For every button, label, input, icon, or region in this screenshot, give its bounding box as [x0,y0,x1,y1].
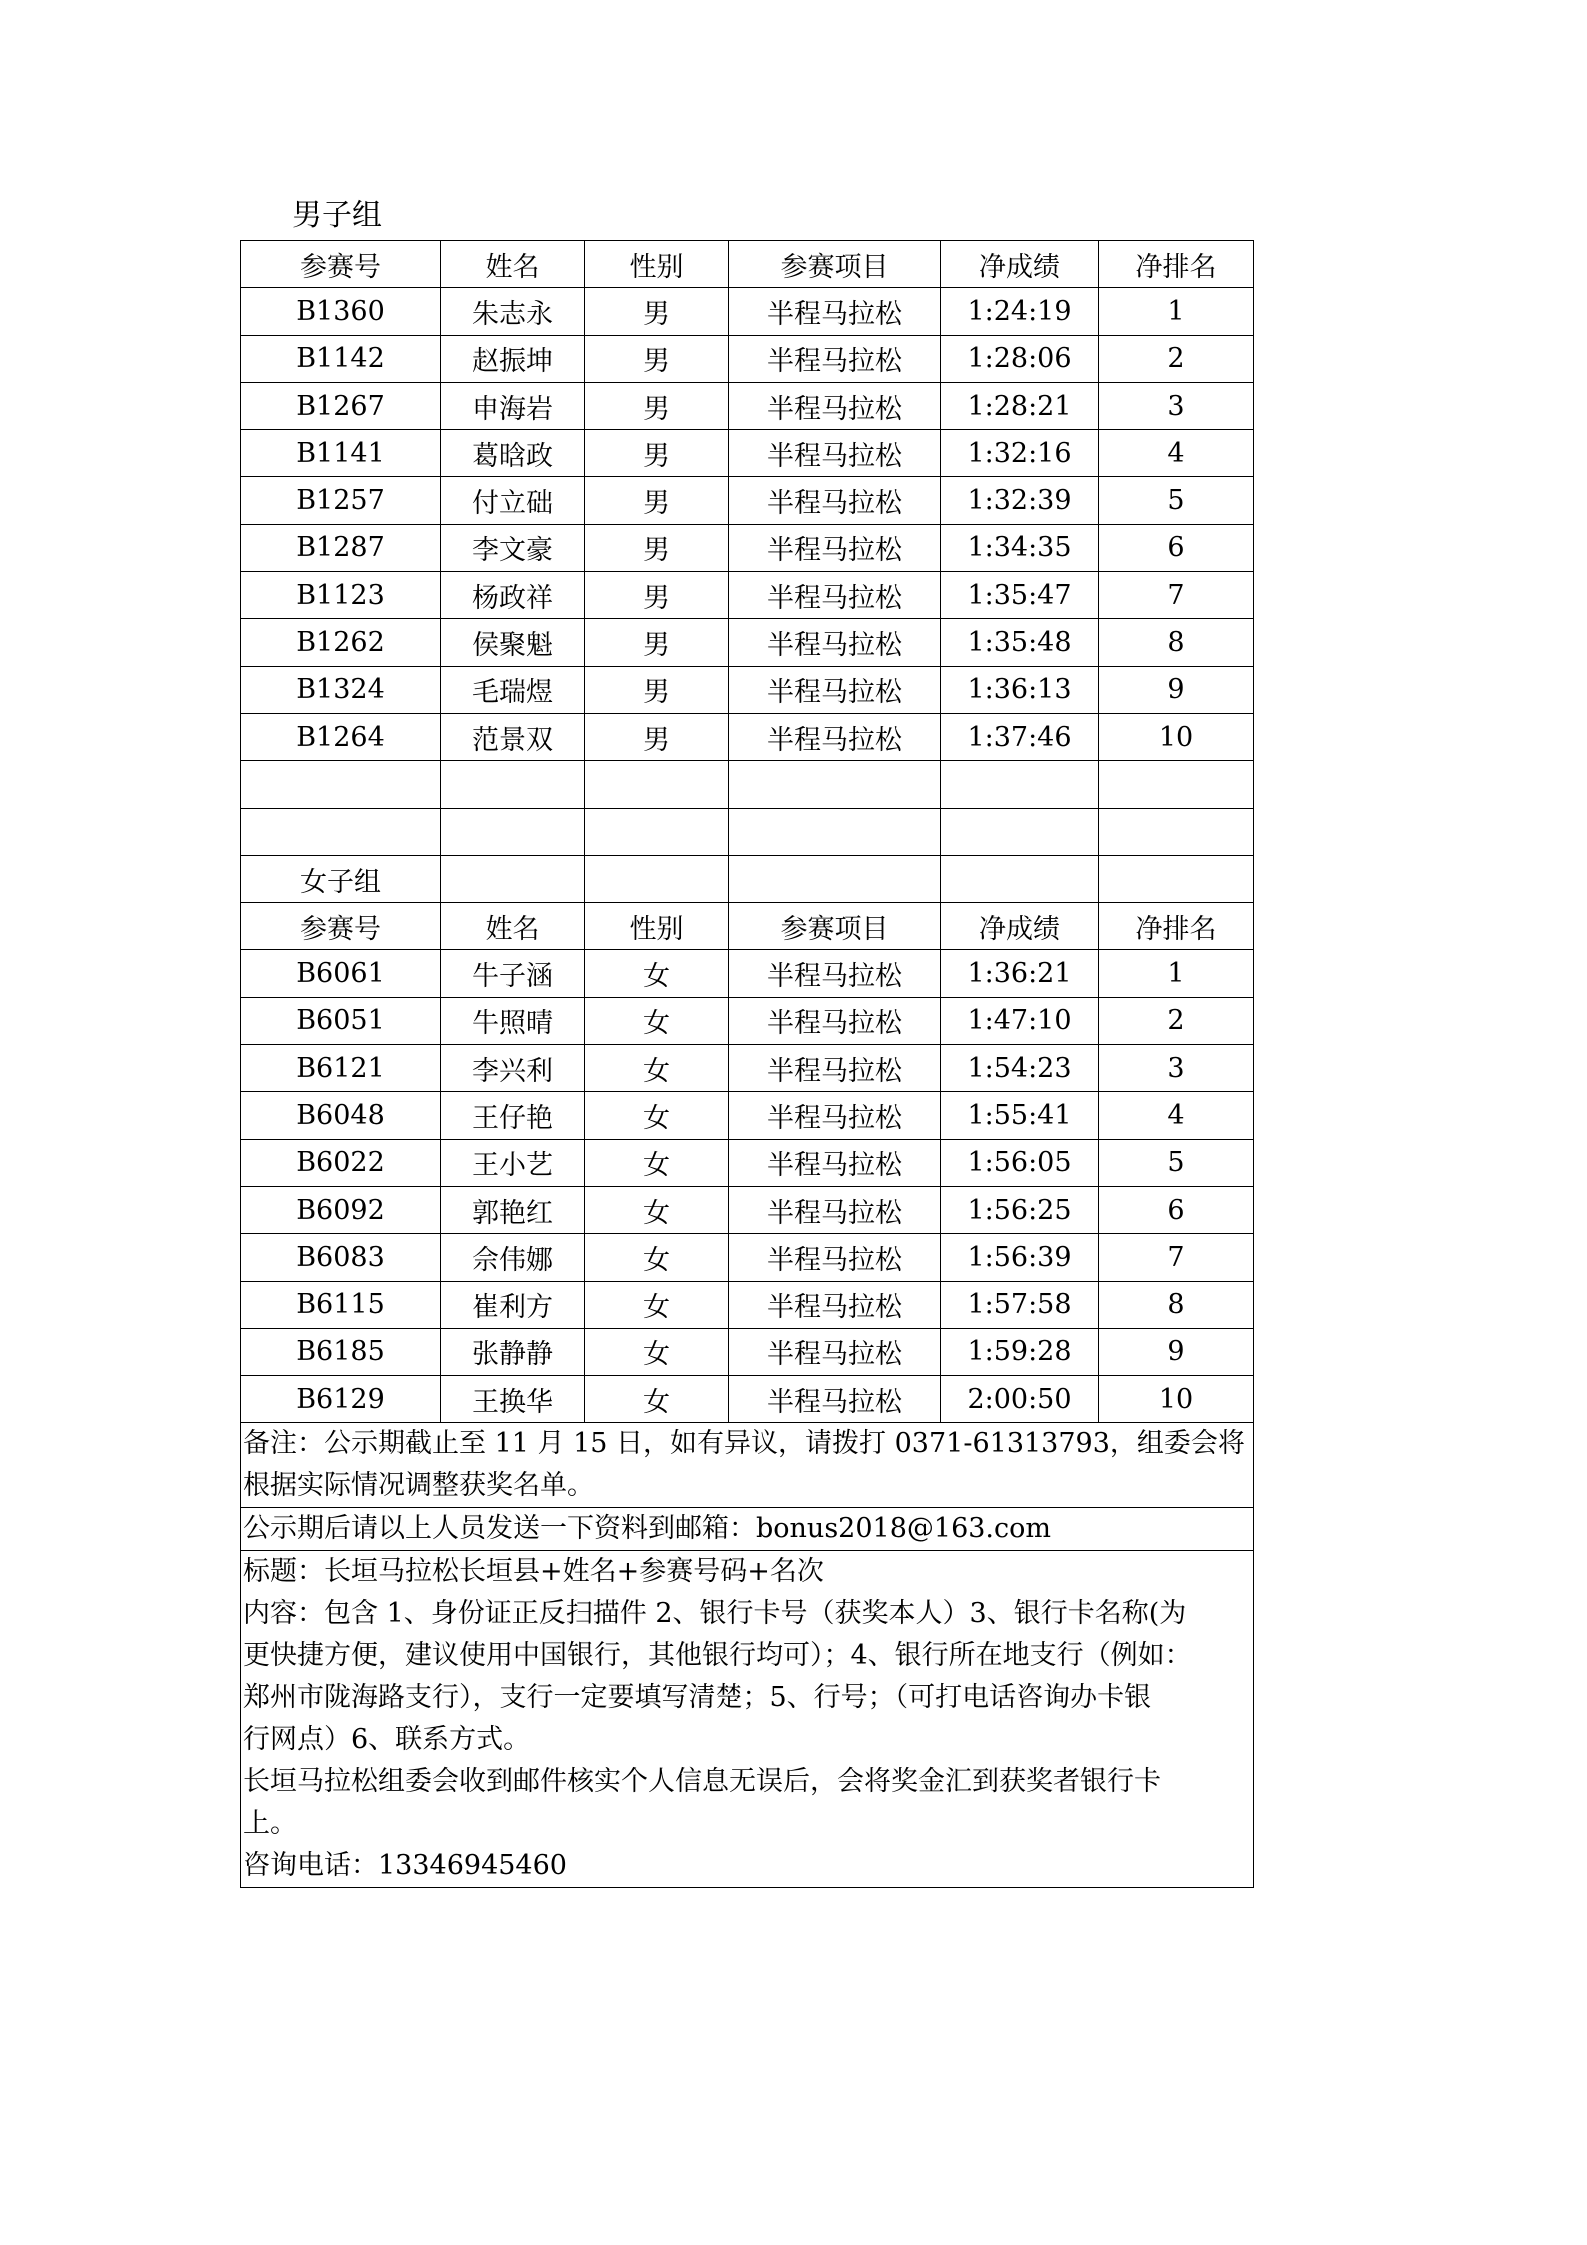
header-net-time: 净成绩 [941,903,1099,950]
net-rank-cell: 5 [1099,1139,1254,1186]
bib-number-cell: B6129 [241,1376,441,1423]
event-cell: 半程马拉松 [729,1328,941,1375]
empty-cell [441,761,585,808]
name-cell: 侯聚魁 [441,619,585,666]
gender-cell: 女 [585,1186,729,1233]
header-name: 姓名 [441,241,585,288]
net-time-cell: 1:56:39 [941,1234,1099,1281]
empty-cell [585,761,729,808]
net-time-cell: 1:36:21 [941,950,1099,997]
name-cell: 赵振坤 [441,335,585,382]
net-time-cell: 1:57:58 [941,1281,1099,1328]
name-cell: 张静静 [441,1328,585,1375]
net-rank-cell: 7 [1099,1234,1254,1281]
event-cell: 半程马拉松 [729,1092,941,1139]
table-row [241,997,1254,1044]
bib-number-cell: B1141 [241,430,441,477]
instruction-note [241,1551,1254,1888]
net-time-cell: 1:24:19 [941,288,1099,335]
net-rank-cell: 9 [1099,666,1254,713]
men-header-row [241,241,1254,288]
women-header-row [241,903,1254,950]
remark-note-line: 根据实际情况调整获奖名单。 [243,1470,594,1502]
gender-cell: 女 [585,1139,729,1186]
net-rank-cell: 5 [1099,477,1254,524]
bib-number-cell: B6185 [241,1328,441,1375]
event-cell: 半程马拉松 [729,1139,941,1186]
bib-number-cell: B6022 [241,1139,441,1186]
bib-number-cell: B6061 [241,950,441,997]
net-time-cell: 1:47:10 [941,997,1099,1044]
header-gender: 性别 [585,903,729,950]
header-bib-number: 参赛号 [241,903,441,950]
name-cell: 郭艳红 [441,1186,585,1233]
table-row [241,1376,1254,1423]
instruction-note-line: 长垣马拉松组委会收到邮件核实个人信息无误后，会将奖金汇到获奖者银行卡 [243,1766,1161,1798]
bib-number-cell: B1142 [241,335,441,382]
empty-cell [1099,855,1254,902]
bib-number-cell: B1123 [241,572,441,619]
gender-cell: 女 [585,1045,729,1092]
net-rank-cell: 6 [1099,524,1254,571]
instruction-note-line: 行网点）6、联系方式。 [243,1724,531,1756]
gender-cell: 女 [585,1234,729,1281]
name-cell: 毛瑞煜 [441,666,585,713]
email-note-line: 公示期后请以上人员发送一下资料到邮箱：bonus2018@163.com [243,1513,1051,1545]
event-cell: 半程马拉松 [729,335,941,382]
empty-cell [1099,761,1254,808]
name-cell: 朱志永 [441,288,585,335]
empty-cell [585,855,729,902]
name-cell: 王仔艳 [441,1092,585,1139]
gender-cell: 女 [585,997,729,1044]
net-time-cell: 1:35:47 [941,572,1099,619]
event-cell: 半程马拉松 [729,713,941,760]
instruction-note-line: 更快捷方便，建议使用中国银行，其他银行均可）；4、银行所在地支行（例如： [243,1640,1192,1672]
gender-cell: 男 [585,288,729,335]
bib-number-cell: B1324 [241,666,441,713]
gender-cell: 男 [585,524,729,571]
net-rank-cell: 9 [1099,1328,1254,1375]
gender-cell: 男 [585,335,729,382]
net-time-cell: 1:55:41 [941,1092,1099,1139]
empty-cell [729,855,941,902]
net-rank-cell: 1 [1099,950,1254,997]
net-rank-cell: 1 [1099,288,1254,335]
table-row [241,619,1254,666]
email-note-row [241,1508,1254,1551]
header-net-time: 净成绩 [941,241,1099,288]
table-row [241,288,1254,335]
empty-cell [941,761,1099,808]
net-rank-cell: 3 [1099,1045,1254,1092]
name-cell: 李兴利 [441,1045,585,1092]
table-row [241,1328,1254,1375]
blank-row [241,855,1254,902]
net-time-cell: 1:32:16 [941,430,1099,477]
men-group-title: 男子组 [292,198,382,233]
gender-cell: 男 [585,572,729,619]
gender-cell: 男 [585,382,729,429]
table-row [241,335,1254,382]
table-row [241,666,1254,713]
net-rank-cell: 4 [1099,430,1254,477]
blank-row [241,761,1254,808]
net-rank-cell: 7 [1099,572,1254,619]
bib-number-cell: B1262 [241,619,441,666]
instruction-note-line: 郑州市陇海路支行），支行一定要填写清楚；5、行号；（可打电话咨询办卡银 [243,1682,1152,1714]
table-row [241,524,1254,571]
event-cell: 半程马拉松 [729,524,941,571]
net-time-cell: 1:35:48 [941,619,1099,666]
gender-cell: 男 [585,619,729,666]
empty-cell [729,761,941,808]
gender-cell: 男 [585,477,729,524]
name-cell: 李文豪 [441,524,585,571]
table-row [241,1281,1254,1328]
header-name: 姓名 [441,903,585,950]
email-note [241,1508,1254,1551]
net-time-cell: 1:28:06 [941,335,1099,382]
empty-cell [729,808,941,855]
table-row [241,430,1254,477]
header-event: 参赛项目 [729,903,941,950]
bib-number-cell: B6121 [241,1045,441,1092]
name-cell: 杨政祥 [441,572,585,619]
net-time-cell: 1:59:28 [941,1328,1099,1375]
table-row [241,1139,1254,1186]
net-rank-cell: 8 [1099,619,1254,666]
net-time-cell: 1:37:46 [941,713,1099,760]
table-row [241,713,1254,760]
net-rank-cell: 8 [1099,1281,1254,1328]
net-rank-cell: 4 [1099,1092,1254,1139]
instruction-note-line: 内容：包含 1、身份证正反扫描件 2、银行卡号（获奖本人）3、银行卡名称(为 [243,1598,1187,1630]
name-cell: 葛晗政 [441,430,585,477]
table-row [241,950,1254,997]
table-row [241,1234,1254,1281]
net-time-cell: 1:34:35 [941,524,1099,571]
bib-number-cell: B6048 [241,1092,441,1139]
event-cell: 半程马拉松 [729,1376,941,1423]
bib-number-cell: B6115 [241,1281,441,1328]
net-time-cell: 1:36:13 [941,666,1099,713]
event-cell: 半程马拉松 [729,382,941,429]
event-cell: 半程马拉松 [729,572,941,619]
net-rank-cell: 3 [1099,382,1254,429]
bib-number-cell: B1257 [241,477,441,524]
header-bib-number: 参赛号 [241,241,441,288]
blank-row [241,808,1254,855]
event-cell: 半程马拉松 [729,666,941,713]
net-time-cell: 1:56:25 [941,1186,1099,1233]
bib-number-cell: B6092 [241,1186,441,1233]
net-rank-cell: 10 [1099,1376,1254,1423]
bib-number-cell: B6051 [241,997,441,1044]
net-time-cell: 2:00:50 [941,1376,1099,1423]
women-group-title: 女子组 [241,855,441,902]
net-rank-cell: 10 [1099,713,1254,760]
gender-cell: 女 [585,1092,729,1139]
table-row [241,572,1254,619]
table-row [241,1045,1254,1092]
header-gender: 性别 [585,241,729,288]
gender-cell: 男 [585,713,729,760]
event-cell: 半程马拉松 [729,1045,941,1092]
event-cell: 半程马拉松 [729,1234,941,1281]
gender-cell: 男 [585,666,729,713]
net-time-cell: 1:32:39 [941,477,1099,524]
name-cell: 王换华 [441,1376,585,1423]
name-cell: 王小艺 [441,1139,585,1186]
name-cell: 崔利方 [441,1281,585,1328]
header-event: 参赛项目 [729,241,941,288]
net-rank-cell: 6 [1099,1186,1254,1233]
gender-cell: 男 [585,430,729,477]
event-cell: 半程马拉松 [729,1281,941,1328]
net-time-cell: 1:54:23 [941,1045,1099,1092]
net-rank-cell: 2 [1099,997,1254,1044]
empty-cell [941,808,1099,855]
remark-note-line: 备注：公示期截止至 11 月 15 日，如有异议，请拨打 0371-61313793，组委会将 [243,1428,1245,1460]
event-cell: 半程马拉松 [729,288,941,335]
event-cell: 半程马拉松 [729,950,941,997]
table-row [241,382,1254,429]
gender-cell: 女 [585,950,729,997]
instruction-note-line: 标题：长垣马拉松长垣县+姓名+参赛号码+名次 [243,1556,824,1588]
empty-cell [441,808,585,855]
net-rank-cell: 2 [1099,335,1254,382]
bib-number-cell: B1287 [241,524,441,571]
empty-cell [241,808,441,855]
net-time-cell: 1:56:05 [941,1139,1099,1186]
empty-cell [941,855,1099,902]
net-time-cell: 1:28:21 [941,382,1099,429]
gender-cell: 女 [585,1281,729,1328]
table-row [241,1092,1254,1139]
event-cell: 半程马拉松 [729,477,941,524]
table-row [241,1186,1254,1233]
remark-note-row [241,1423,1254,1508]
header-net-rank: 净排名 [1099,241,1254,288]
name-cell: 范景双 [441,713,585,760]
table-row [241,477,1254,524]
bib-number-cell: B1267 [241,382,441,429]
empty-cell [1099,808,1254,855]
results-table [240,240,1254,1888]
header-net-rank: 净排名 [1099,903,1254,950]
empty-cell [241,761,441,808]
empty-cell [441,855,585,902]
event-cell: 半程马拉松 [729,1186,941,1233]
name-cell: 牛照晴 [441,997,585,1044]
empty-cell [585,808,729,855]
bib-number-cell: B1264 [241,713,441,760]
name-cell: 牛子涵 [441,950,585,997]
instruction-note-row [241,1551,1254,1888]
bib-number-cell: B1360 [241,288,441,335]
gender-cell: 女 [585,1328,729,1375]
instruction-note-line: 上。 [243,1808,297,1840]
instruction-note-line: 咨询电话：13346945460 [243,1850,567,1882]
event-cell: 半程马拉松 [729,997,941,1044]
name-cell: 申海岩 [441,382,585,429]
remark-note [241,1423,1254,1508]
event-cell: 半程马拉松 [729,619,941,666]
event-cell: 半程马拉松 [729,430,941,477]
name-cell: 付立础 [441,477,585,524]
bib-number-cell: B6083 [241,1234,441,1281]
gender-cell: 女 [585,1376,729,1423]
name-cell: 佘伟娜 [441,1234,585,1281]
